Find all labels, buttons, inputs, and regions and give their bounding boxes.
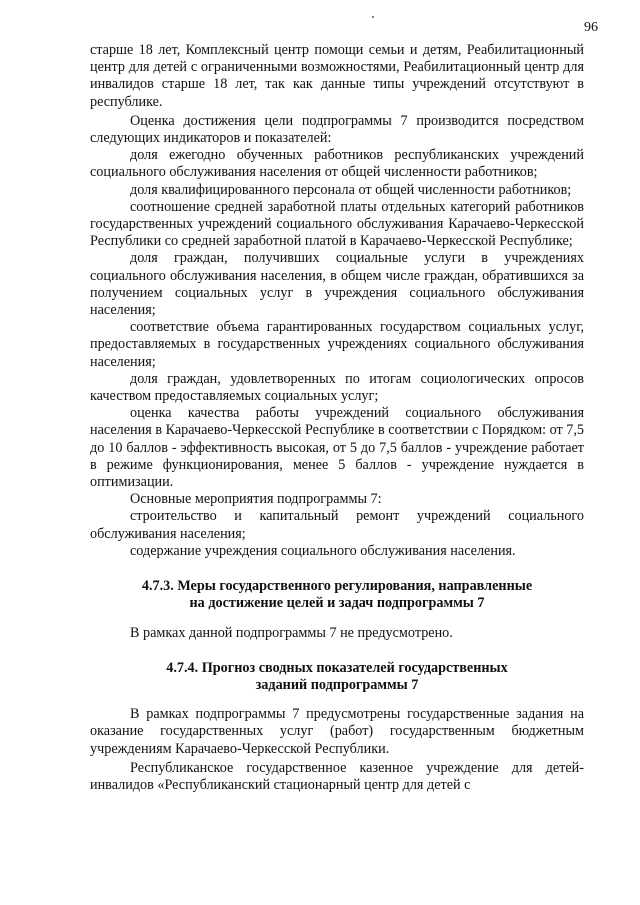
paragraph-state-tasks: В рамках подпрограммы 7 предусмотрены государственные задания на оказание государственных услуг (работ) государственным бюджетным учреждениям Карачаево-Черкесской Республики. (90, 706, 584, 757)
page-number: 96 (584, 20, 598, 35)
paragraph-regulation: В рамках данной подпрограммы 7 не предусмотрено. (130, 624, 453, 641)
heading-line: на достижение целей и задач подпрограммы 7 (189, 595, 485, 612)
indicator-item: соответствие объема гарантированных государством социальных услуг, предоставляемых в государственных учреждениях социального обслуживания населения; (90, 319, 584, 370)
indicator-item: доля граждан, удовлетворенных по итогам социологических опросов качеством предоставляемых социальных услуг; (90, 370, 584, 405)
section-heading-4-7-3 (90, 578, 584, 612)
activity-item: содержание учреждения социального обслуживания населения. (130, 542, 516, 559)
indicator-item: доля квалифицированного персонала от общей численности работников; (130, 181, 572, 198)
activity-item: строительство и капитальный ремонт учреждений социального обслуживания населения; (90, 508, 584, 542)
heading-line: заданий подпрограммы 7 (255, 676, 419, 693)
heading-line: 4.7.3. Меры государственного регулирования, направленные (141, 578, 533, 595)
document-body (90, 42, 584, 794)
section-heading-4-7-4 (90, 660, 584, 694)
indicator-item: доля ежегодно обученных работников республиканских учреждений социального обслуживания населения от общей численности работников; (90, 147, 584, 181)
indicator-item: доля граждан, получивших социальные услуги в учреждениях социального обслуживания населения, в общем числе граждан, обратившихся за получением социальных услуг в учреждения социального обслуживания населения; (90, 250, 584, 319)
heading-line: 4.7.4. Прогноз сводных показателей государственных (166, 659, 508, 676)
scan-speck (372, 16, 374, 18)
paragraph-indicators-intro: Оценка достижения цели подпрограммы 7 производится посредством следующих индикаторов и показателей: (90, 112, 584, 147)
indicator-item: оценка качества работы учреждений социального обслуживания населения в Карачаево-Черкесской Республике в соответствии с Порядком: от 7,5 до 10 баллов - эффективность высокая, от 5 до 7,5 баллов - учреждение работает в режиме функционирования, менее 5 баллов - учреждение нуждается в оптимизации. (90, 405, 584, 491)
indicator-item: соотношение средней заработной платы отдельных категорий работников государственных учреждений социального обслуживания Карачаево-Черкесской Республики со средней заработной платой в Карачаево-Черкесской Республике; (90, 198, 584, 250)
paragraph-continuation: старше 18 лет, Комплексный центр помощи семьи и детям, Реабилитационный центр для детей с ограниченными возможностями, Реабилитационный центр для инвалидов старше 18 лет, так как данные типы учреждений отсутствуют в республике. (90, 42, 584, 110)
paragraph-institution: Республиканское государственное казенное учреждение для детей-инвалидов «Республиканский стационарный центр для детей с (90, 759, 584, 793)
activities-intro: Основные мероприятия подпрограммы 7: (130, 491, 382, 508)
